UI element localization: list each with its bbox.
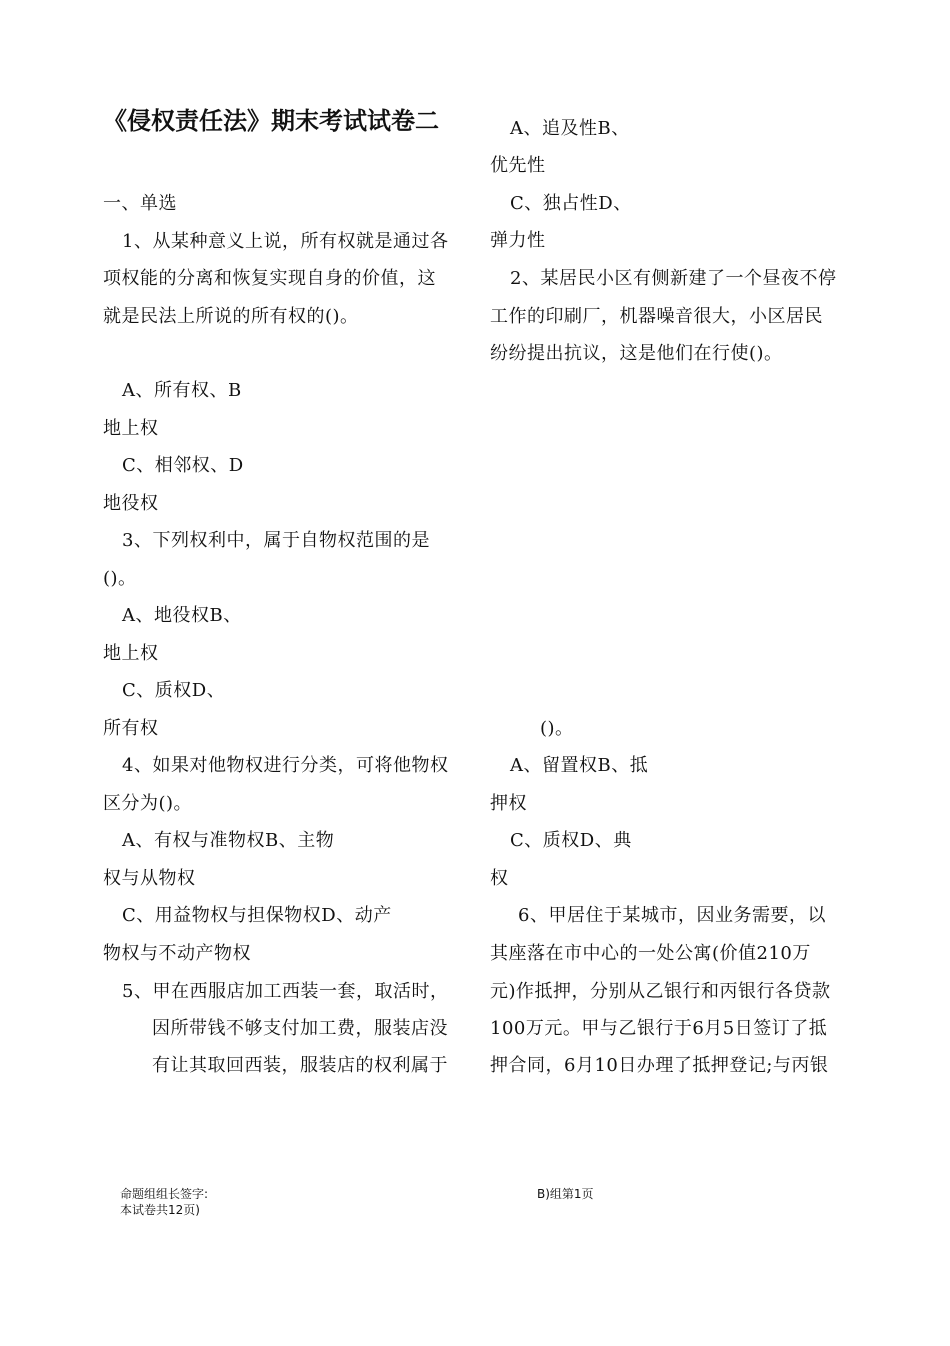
question-5-option: C、质权D、典 xyxy=(510,830,632,851)
question-6-line: 其座落在市中心的一处公寓(价值210万 xyxy=(490,943,811,964)
question-4-option: 物权与不动产物权 xyxy=(103,943,251,964)
question-3-option: A、地役权B、 xyxy=(122,605,242,626)
question-3-option: 所有权 xyxy=(103,718,159,739)
section-heading: 一、单选 xyxy=(103,193,177,214)
question-1-option-cont: C、独占性D、 xyxy=(510,193,632,214)
question-4-line: 4、如果对他物权进行分类，可将他物权 xyxy=(122,755,449,776)
question-1-option-cont: 弹力性 xyxy=(490,230,546,251)
question-5-option: 权 xyxy=(490,868,509,889)
question-3-line: 3、下列权利中，属于自物权范围的是 xyxy=(122,530,430,551)
question-2-line: 工作的印刷厂，机器噪音很大，小区居民 xyxy=(490,306,823,327)
question-4-option: C、用益物权与担保物权D、动产 xyxy=(122,905,392,926)
question-5-option: A、留置权B、抵 xyxy=(510,755,649,776)
question-1-line: 就是民法上所说的所有权的()。 xyxy=(103,306,359,327)
question-1-line: 项权能的分离和恢复实现自身的价值，这 xyxy=(103,268,436,289)
question-3-option: C、质权D、 xyxy=(122,680,226,701)
question-1-line: 1、从某种意义上说，所有权就是通过各 xyxy=(122,231,449,252)
question-6-line: 元)作抵押，分别从乙银行和丙银行各贷款 xyxy=(490,981,831,1002)
question-5-cont: ()。 xyxy=(540,718,574,739)
question-3-option: 地上权 xyxy=(103,643,159,664)
question-5-line: 因所带钱不够支付加工费，服装店没 xyxy=(152,1018,448,1039)
question-2-line: 纷纷提出抗议，这是他们在行使()。 xyxy=(490,343,783,364)
question-4-option: 权与从物权 xyxy=(103,868,196,889)
question-5-line: 5、甲在西服店加工西装一套，取活时， xyxy=(122,981,449,1002)
footer-signature: 命题组组长签字: xyxy=(120,1187,209,1201)
question-1-option: 地上权 xyxy=(103,418,159,439)
question-3-line: ()。 xyxy=(103,568,137,589)
question-6-line: 6、甲居住于某城市，因业务需要，以 xyxy=(518,905,826,926)
question-4-option: A、有权与准物权B、主物 xyxy=(122,830,335,851)
question-6-line: 100万元。甲与乙银行于6月5日签订了抵 xyxy=(490,1018,828,1039)
question-1-option-cont: A、追及性B、 xyxy=(510,118,630,139)
question-1-option: C、相邻权、D xyxy=(122,455,244,476)
exam-title: 《侵权责任法》期末考试试卷二 xyxy=(103,107,439,135)
question-1-option: A、所有权、B xyxy=(122,380,242,401)
question-2-line: 2、某居民小区有侧新建了一个昼夜不停 xyxy=(510,268,837,289)
question-1-option: 地役权 xyxy=(103,493,159,514)
question-5-option: 押权 xyxy=(490,793,527,814)
question-1-option-cont: 优先性 xyxy=(490,155,546,176)
question-5-line: 有让其取回西装，服装店的权利属于 xyxy=(152,1055,448,1076)
question-4-line: 区分为()。 xyxy=(103,793,193,814)
footer-total-pages: 本试卷共12页) xyxy=(120,1203,200,1217)
footer-page-info: B)组第1页 xyxy=(537,1187,594,1201)
question-6-line: 押合同，6月10日办理了抵押登记;与丙银 xyxy=(490,1055,829,1076)
